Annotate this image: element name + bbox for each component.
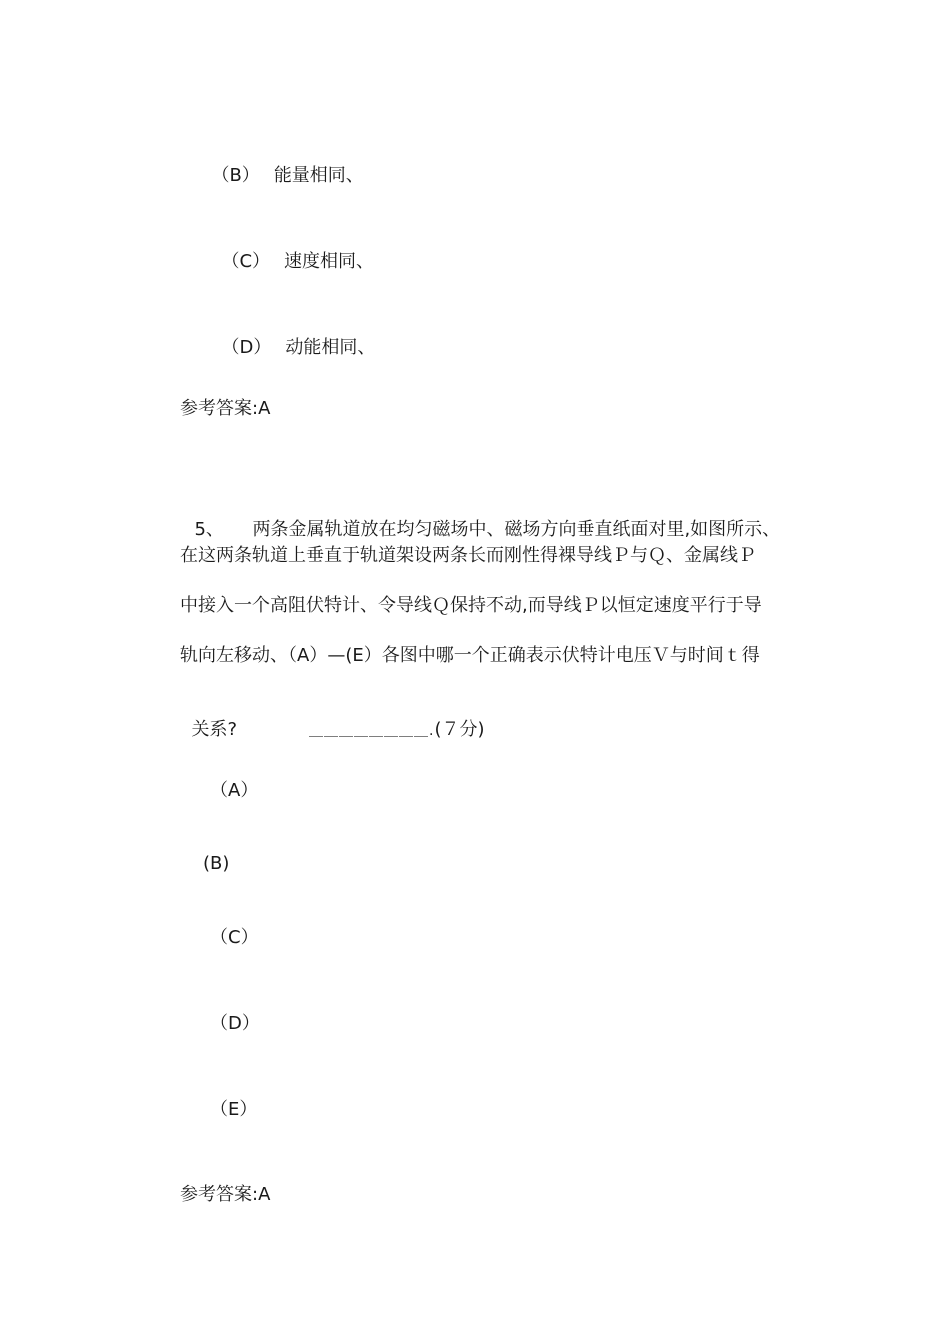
option-text: 速度相同、 bbox=[284, 251, 375, 272]
option-label: （B） bbox=[211, 165, 260, 186]
question-text: 关系? bbox=[191, 719, 238, 740]
q5-line-3: 中接入一个高阻伏特计、令导线Ｑ保持不动,而导线Ｐ以恒定速度平行于导 bbox=[180, 595, 762, 616]
q5-line-5 bbox=[180, 694, 485, 743]
option-label: （D） bbox=[221, 337, 272, 358]
q5-line-2: 在这两条轨道上垂直于轨道架设两条长而刚性得裸导线Ｐ与Ｑ、金属线Ｐ bbox=[180, 545, 756, 566]
option-text: 动能相同、 bbox=[285, 337, 376, 358]
option-label: （C） bbox=[221, 251, 271, 272]
answer-blank: ＿＿＿＿＿＿＿＿. bbox=[309, 723, 435, 739]
question-text: 两条金属轨道放在均匀磁场中、磁场方向垂直纸面对里,如图所示、 bbox=[252, 519, 781, 540]
q4-option-d bbox=[210, 312, 375, 360]
q4-answer: 参考答案:A bbox=[180, 398, 271, 419]
option-text: 能量相同、 bbox=[273, 165, 364, 186]
q5-line-1 bbox=[183, 494, 780, 542]
q5-line-4: 轨向左移动、（A）—(E）各图中哪一个正确表示伏特计电压Ｖ与时间ｔ得 bbox=[180, 645, 760, 666]
question-number: 5、 bbox=[194, 519, 224, 540]
q4-option-c bbox=[210, 226, 374, 274]
q5-option-b: (B) bbox=[203, 853, 230, 874]
q5-answer: 参考答案:A bbox=[180, 1184, 271, 1205]
q5-option-c: （C） bbox=[210, 927, 259, 948]
q5-option-a: （A） bbox=[210, 780, 259, 801]
q5-option-d: （D） bbox=[210, 1013, 260, 1034]
q5-option-e: （E） bbox=[210, 1099, 258, 1120]
question-points: (７分) bbox=[434, 719, 485, 740]
q4-option-b bbox=[200, 140, 364, 188]
